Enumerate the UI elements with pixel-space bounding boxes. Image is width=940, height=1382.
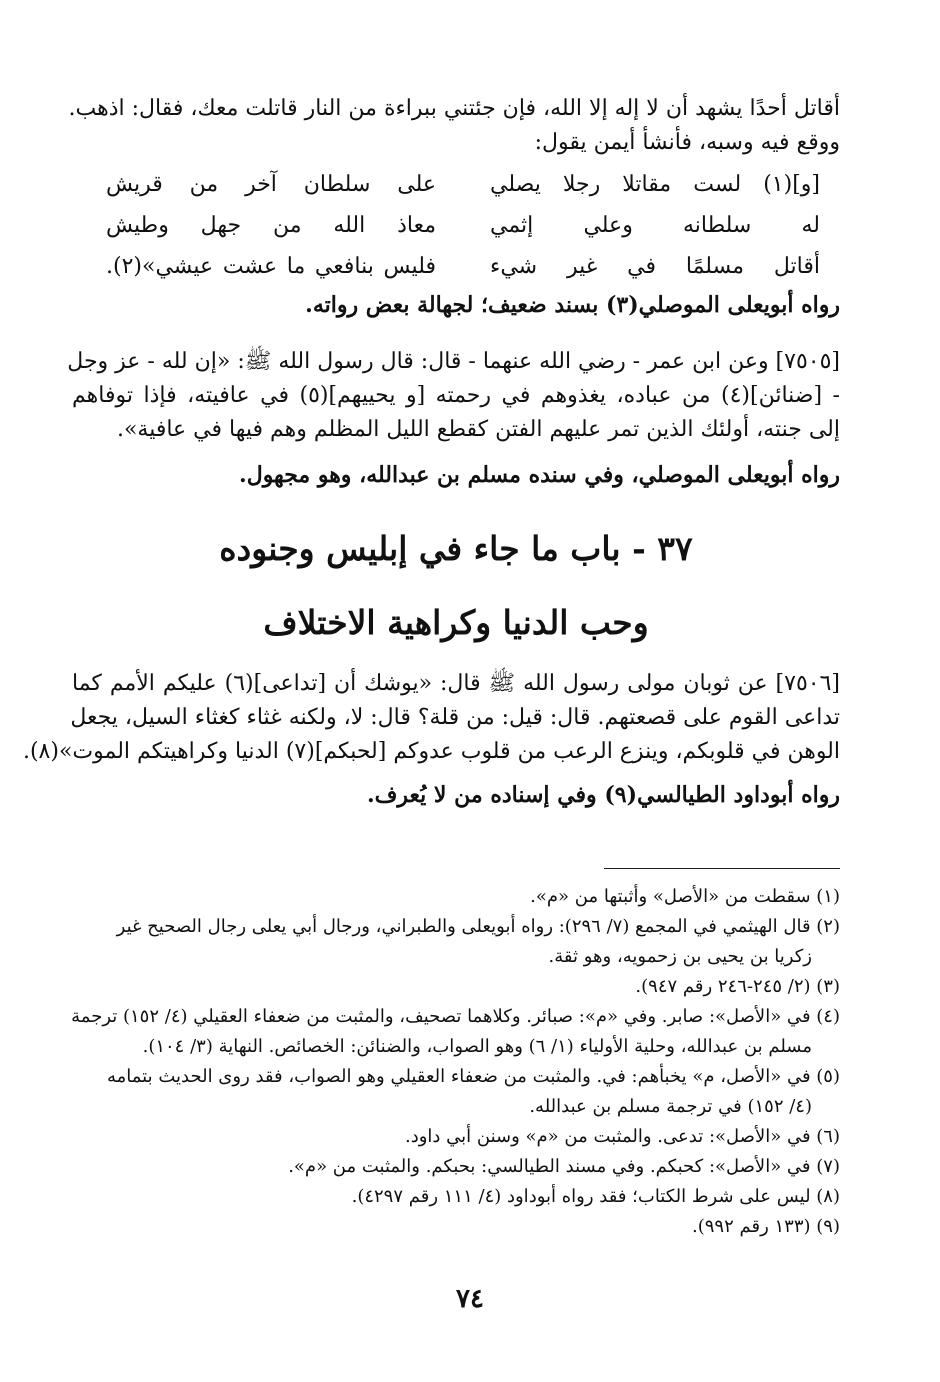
verse-first-hemistich: أقاتل مسلمًا في غير شيء — [490, 254, 820, 279]
text-line: الوهن في قلوبكم، وينزع الرعب من قلوب عدوكم [لحبكم](٧) الدنيا وكراهيتكم الموت»(٨). — [22, 739, 840, 764]
text-line: أقاتل أحدًا يشهد أن لا إله إلا الله، فإن جئتني ببراءة من النار قاتلت معك، فقال: اذهب. — [68, 96, 840, 121]
footnote: (٤) في «الأصل»: صابر. وفي «م»: صبائر. وكلاهما تصحيف، والمثبت من ضعفاء العقيلي (٤/ ١٥٢) ترجمة مسلم بن عبدالله، وحلية الأولياء (١/ ٦) وهو الصواب، والضنائن: الخصائص. النهاية (٣/ ١٠٤). — [72, 1002, 840, 1062]
text-line: - [ضنائن](٤) من عباده، يغذوهم في رحمته [و يحييهم](٥) في عافيته، فإذا توفاهم — [72, 383, 840, 408]
footnote-continuation: زكريا بن يحيى بن زحمويه، وهو ثقة. — [548, 946, 812, 967]
verse-line — [106, 164, 820, 205]
footnote-continuation: مسلم بن عبدالله، وحلية الأولياء (١/ ٦) وهو الصواب، والضنائن: الخصائص. النهاية (٣/ ١٠٤). — [142, 1036, 812, 1057]
verse-second-hemistich: على سلطان آخر من قريش — [106, 172, 436, 197]
footnotes — [72, 882, 840, 1242]
verse-first-hemistich: [و](١) لست مقاتلا رجلا يصلي — [490, 172, 820, 197]
footnote: (١) سقطت من «الأصل» وأثبتها من «م». — [530, 886, 840, 907]
verse-second-hemistich: معاذ الله من جهل وطيش — [106, 213, 436, 238]
footnote: (٩) (١٣٣ رقم ٩٩٢). — [692, 1216, 840, 1237]
verse-line — [106, 205, 820, 246]
footnote: (٧) في «الأصل»: كحبكم. وفي مسند الطيالسي: بحبكم. والمثبت من «م». — [288, 1156, 840, 1177]
chapter-title: ٣٧ - باب ما جاء في إبليس وجنوده — [219, 529, 693, 568]
footnote: (٦) في «الأصل»: تدعى. والمثبت من «م» وسنن أبي داود. — [404, 1126, 840, 1147]
page-number: ٧٤ — [456, 1284, 484, 1314]
hadith-7506 — [22, 667, 840, 769]
hadith-source: رواه أبويعلى الموصلي(٣) بسند ضعيف؛ لجهالة بعض رواته. — [305, 292, 840, 318]
footnote: (٨) ليس على شرط الكتاب؛ فقد رواه أبوداود (٤/ ١١١ رقم ٤٢٩٧). — [351, 1186, 840, 1207]
text-line: [٧٥٠٥] وعن ابن عمر - رضي الله عنهما - قال: قال رسول الله ﷺ: «إن لله - عز وجل — [67, 349, 840, 374]
footnote: (٣) (٢/ ٢٤٥-٢٤٦ رقم ٩٤٧). — [635, 976, 840, 997]
intro-paragraph — [68, 92, 840, 160]
verse-first-hemistich: له سلطانه وعلي إثمي — [490, 213, 820, 238]
hadith-source: رواه أبويعلى الموصلي، وفي سنده مسلم بن عبدالله، وهو مجهول. — [239, 462, 840, 488]
verse-line — [106, 246, 820, 287]
text-line: تداعى القوم على قصعتهم. قال: قيل: من قلة؟ قال: لا، ولكنه غثاء كغثاء السيل، يجعل — [70, 705, 840, 730]
text-line: [٧٥٠٦] عن ثوبان مولى رسول الله ﷺ قال: «يوشك أن [تداعى](٦) عليكم الأمم كما — [72, 671, 840, 696]
hadith-7505 — [67, 345, 840, 447]
text-line: إلى جنته، أولئك الذين تمر عليهم الفتن كقطع الليل المظلم وهم فيها في عافية». — [116, 417, 840, 442]
footnote-continuation: (٤/ ١٥٢) في ترجمة مسلم بن عبدالله. — [529, 1096, 812, 1117]
footnote: (٥) في «الأصل، م» يخبأهم: في. والمثبت من ضعفاء العقيلي وهو الصواب، فقد روى الحديث بتمامه (٤/ ١٥٢) في ترجمة مسلم بن عبدالله. — [72, 1062, 840, 1122]
text-line: ووقع فيه وسبه، فأنشأ أيمن يقول: — [534, 130, 840, 155]
footnote-separator — [604, 868, 840, 869]
poem — [72, 164, 840, 287]
hadith-source: رواه أبوداود الطيالسي(٩) وفي إسناده من لا يُعرف. — [366, 782, 840, 808]
footnote: (٢) قال الهيثمي في المجمع (٧/ ٢٩٦): رواه أبويعلى والطبراني، ورجال أبي يعلى رجال الصحيح غير زكريا بن يحيى بن زحمويه، وهو ثقة. — [72, 912, 840, 972]
verse-second-hemistich: فليس بنافعي ما عشت عيشي»(٢). — [106, 254, 436, 279]
chapter-subtitle: وحب الدنيا وكراهية الاختلاف — [263, 603, 649, 642]
